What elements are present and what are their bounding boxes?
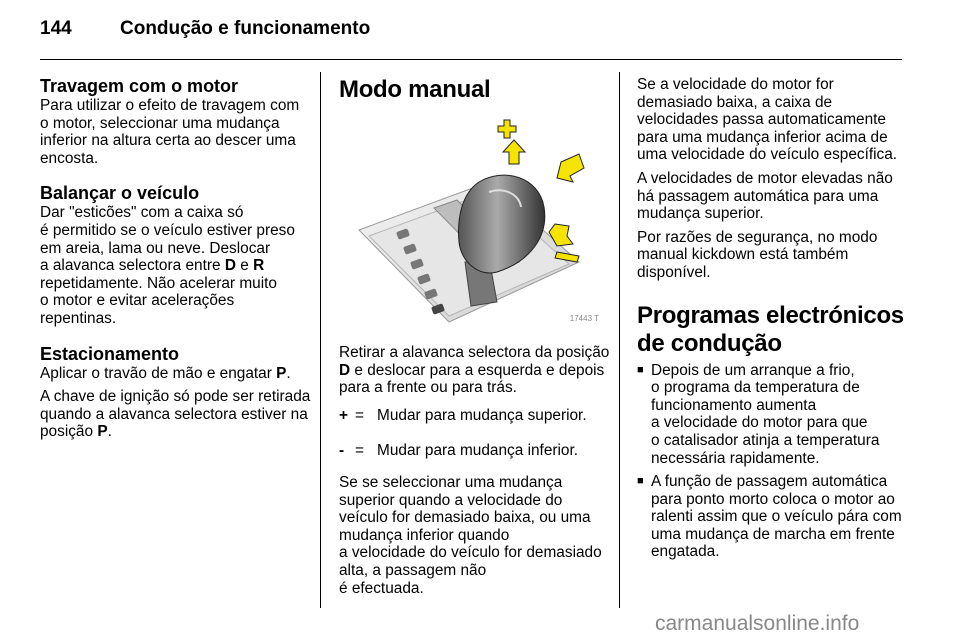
travagem-paragraph: Para utilizar o efeito de travagem com o motor, seleccionar uma mudança inferior na altura certa ao descer uma encosta. (40, 97, 300, 167)
gear-lever-image (339, 112, 605, 330)
section-heading-estacionamento: Estacionamento (40, 343, 180, 364)
watermark: carmanualsonline.info (655, 612, 860, 635)
bullet-icon: ■ (637, 363, 644, 376)
downshift-text: Mudar para mudança inferior. (377, 442, 579, 460)
column-right (637, 76, 909, 561)
section-heading-programas: Programas electrónicos de condução (637, 301, 904, 357)
modo-manual-paragraph: Retirar a alavanca selectora da posição D e deslocar para a esquerda e depois para a frente ou para trás. (339, 344, 610, 397)
balancar-line: a alavanca selectora entre (40, 257, 225, 275)
column-divider-2 (619, 72, 620, 608)
auto-downshift-paragraph: Se a velocidade do motor for demasiado baixa, a caixa de velocidades passa automaticamente para uma mudança inferior acima de uma velocidade do veículo específica. (637, 76, 898, 164)
upshift-text: Mudar para mudança superior. (377, 406, 587, 424)
balancar-line: Dar "esticões" com a caixa só (40, 204, 244, 222)
estacionamento-paragraph-2: A chave de ignição só pode ser retirada quando a alavanca selectora estiver na posição P. (40, 388, 311, 441)
gear-r: R (253, 257, 265, 275)
plus-symbol: + (339, 406, 348, 424)
list-item: ■ Depois de um arranque a frio, o programa da temperatura de funcionamento aumenta a velocidade do motor para que o catalisador atinja a temperatura necessária rapidamente. (637, 361, 880, 467)
upshift-row: + = Mudar para mudança superior. (339, 406, 587, 424)
minus-symbol: - (339, 442, 345, 460)
chapter-title: Condução e funcionamento (120, 18, 371, 39)
figure-number: 17443 T (569, 314, 599, 324)
gear-p: P (276, 364, 287, 382)
column-left (40, 76, 312, 441)
list-item: ■ A função de passagem automática para ponto morto coloca o motor ao ralenti assim que o veículo pára com uma mudança de marcha em frente engatada. (637, 473, 902, 561)
estacionamento-paragraph-1: Aplicar o travão de mão e engatar P. (40, 364, 291, 382)
balancar-line: é permitido se o veículo estiver preso em areia, lama ou neve. Deslocar (40, 221, 295, 257)
section-heading-balancar: Balançar o veículo (40, 183, 200, 204)
section-heading-travagem: Travagem com o motor (40, 76, 239, 96)
column-middle (339, 76, 611, 597)
section-heading-modo-manual: Modo manual (339, 76, 491, 103)
gear-p: P (97, 423, 108, 441)
page-header (40, 18, 900, 48)
balancar-paragraph: Dar "esticões" com a caixa só é permitido se o veículo estiver preso em areia, lama ou neve. Deslocar a alavanca selectora entre D e R repetidamente. Não acelerar muito o motor e evitar acelerações repentinas. (40, 204, 295, 327)
downshift-row: - = Mudar para mudança inferior. (339, 442, 579, 460)
gear-selector-illustration (339, 112, 605, 330)
bullet-icon: ■ (637, 475, 644, 488)
header-rule (40, 59, 902, 60)
column-divider-1 (320, 72, 321, 608)
balancar-line: o motor e evitar acelerações repentinas. (40, 292, 235, 327)
kickdown-paragraph: Por razões de segurança, no modo manual kickdown está também disponível. (637, 228, 878, 281)
balancar-line: repetidamente. Não acelerar muito (40, 274, 277, 292)
shift-limits-paragraph: Se se seleccionar uma mudança superior quando a velocidade do veículo for demasiado baixa, ou uma mudança inferior quando a velocidade do veículo for demasiado alta, a passagem não é efectuada. (339, 473, 602, 597)
page-number: 144 (40, 18, 72, 39)
no-upshift-paragraph: A velocidades de motor elevadas não há passagem automática para uma mudança superior. (637, 169, 893, 223)
gear-d: D (224, 257, 236, 275)
gear-d: D (339, 361, 351, 379)
